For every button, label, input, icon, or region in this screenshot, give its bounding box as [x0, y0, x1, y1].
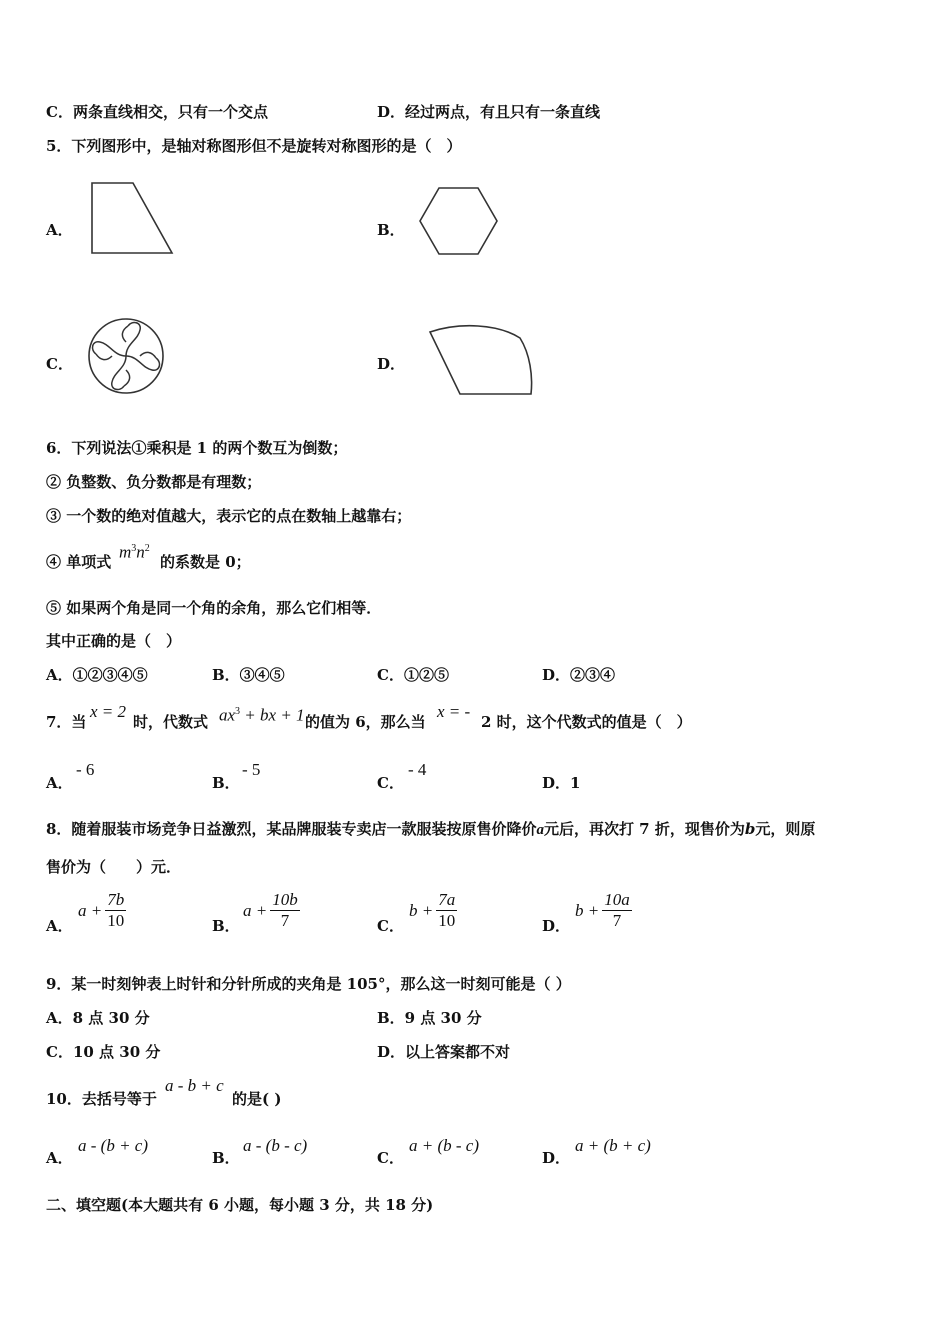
q7-part3: 的值为 6，那么当: [305, 713, 426, 731]
q10-label-c: C．: [377, 1149, 404, 1167]
q9-stem: 9．某一时刻钟表上时针和分针所成的夹角是 105°，那么这一时刻可能是（ ）: [46, 975, 571, 993]
q10-option-a: a - (b + c): [78, 1136, 149, 1155]
q10-option-b: a - (b - c): [243, 1136, 308, 1155]
q7-label-a: A．: [46, 774, 73, 792]
q7-condition-1: x = 2: [90, 702, 127, 721]
q9-option-c: C．10 点 30 分: [46, 1043, 161, 1061]
q6-statement-4-prefix: ④ 单项式: [46, 553, 112, 571]
q6-statement-3: ③ 一个数的绝对值越大，表示它的点在数轴上越靠右；: [46, 507, 412, 525]
q7-part1: 7．当: [46, 713, 87, 731]
q10-option-c: a + (b - c): [409, 1136, 480, 1155]
q6-statement-2: ② 负整数、负分数都是有理数；: [46, 473, 262, 491]
q7-expression: $ax^3$ + bx + 1: [219, 705, 305, 725]
q8-line1: 8．随着服装市场竞争日益激烈，某品牌服装专卖店一款服装按原售价降价a元后，再次打 7 折，现售价为b元，则原: [46, 820, 816, 838]
q5-label-c: C．: [46, 355, 73, 373]
q5-label-d: D．: [377, 355, 406, 373]
sector-icon: [426, 320, 536, 400]
pinwheel-circle-icon: [86, 316, 166, 396]
q8-label-b: B．: [212, 917, 240, 935]
q7-value-c: - 4: [408, 760, 427, 779]
q7-value-b: - 5: [242, 760, 261, 779]
q7-condition-2: x = -: [437, 702, 471, 721]
q6-statement-4-suffix: 的系数是 0；: [160, 553, 251, 571]
q10-expression: a - b + c: [165, 1076, 224, 1095]
q6-option-d: D．②③④: [542, 666, 616, 684]
q5-label-b: B．: [377, 221, 405, 239]
q9-option-d: D．以上答案都不对: [377, 1043, 511, 1061]
q10-label-b: B．: [212, 1149, 240, 1167]
q7-value-a: - 6: [76, 760, 95, 779]
trapezoid-icon: [86, 180, 178, 258]
q8-label-c: C．: [377, 917, 404, 935]
q6-statement-5: ⑤ 如果两个角是同一个角的余角，那么它们相等．: [46, 599, 382, 617]
q8-label-a: A．: [46, 917, 73, 935]
q5-stem: 5．下列图形中，是轴对称图形但不是旋转对称图形的是（ ）: [46, 137, 462, 155]
q6-ask: 其中正确的是（ ）: [46, 632, 182, 650]
q5-label-a: A．: [46, 221, 73, 239]
q8-option-c: b + $\frac{7a}{10}$: [409, 890, 456, 930]
q7-part2: 时，代数式: [133, 713, 209, 731]
q10-part2: 的是( ): [232, 1090, 282, 1108]
q4-option-c: C．两条直线相交，只有一个交点: [46, 103, 268, 121]
q6-option-c: C．①②⑤: [377, 666, 449, 684]
q9-option-a: A．8 点 30 分: [46, 1009, 150, 1027]
q10-option-d: a + (b + c): [575, 1136, 651, 1155]
q8-option-d: b + $\frac{10a}{7}$: [575, 890, 630, 930]
section-2-heading: 二、填空题(本大题共有 6 小题，每小题 3 分，共 18 分): [46, 1196, 434, 1214]
hexagon-icon: [418, 185, 500, 257]
q8-option-a: a + $\frac{7b}{10}$: [78, 890, 125, 930]
q8-option-b: a + $\frac{10b}{7}$: [243, 890, 298, 930]
q4-option-d: D．经过两点，有且只有一条直线: [377, 103, 601, 121]
q9-option-b: B．9 点 30 分: [377, 1009, 482, 1027]
q10-label-a: A．: [46, 1149, 73, 1167]
q8-line2: 售价为（ ）元．: [46, 858, 182, 876]
q6-option-a: A．①②③④⑤: [46, 666, 148, 684]
q8-label-d: D．: [542, 917, 571, 935]
q6-stem: 6．下列说法①乘积是 1 的两个数互为倒数；: [46, 439, 348, 457]
q6-monomial: $m^3n^2$: [119, 542, 150, 562]
q7-label-b: B．: [212, 774, 240, 792]
q10-label-d: D．: [542, 1149, 571, 1167]
q7-label-c: C．: [377, 774, 404, 792]
q7-option-d: D．1: [542, 774, 581, 792]
q6-option-b: B．③④⑤: [212, 666, 285, 684]
q10-part1: 10．去括号等于: [46, 1090, 157, 1108]
q7-part4: 2 时，这个代数式的值是（ ）: [481, 713, 692, 731]
